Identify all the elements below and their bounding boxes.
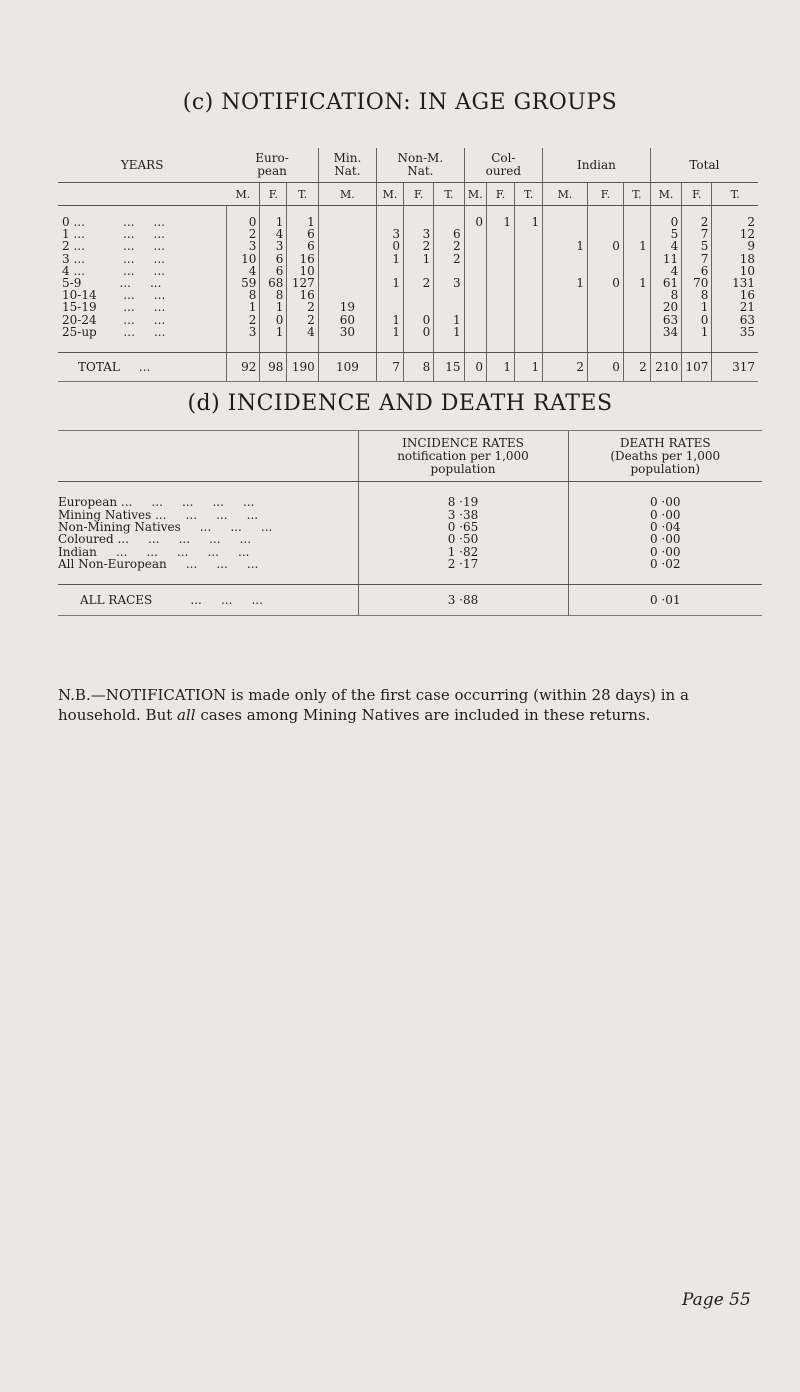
footnote-part2: cases among Mining Natives are included in these returns. bbox=[195, 706, 651, 724]
table-cell bbox=[377, 301, 404, 313]
table-cell bbox=[487, 253, 515, 265]
all-races-label: ALL RACES ... ... ... bbox=[58, 585, 358, 616]
table-cell: 11 bbox=[650, 253, 681, 265]
row-year-label: 2 ... ... ... bbox=[62, 239, 165, 254]
table-cell bbox=[587, 289, 623, 301]
table-cell bbox=[623, 253, 650, 265]
table-cell: 1 bbox=[515, 206, 543, 229]
table-cell bbox=[464, 326, 486, 353]
subheader-t-10: T. bbox=[515, 183, 543, 206]
subheader-m-11: M. bbox=[543, 183, 588, 206]
table-cell bbox=[404, 301, 434, 313]
table-cell: 4 bbox=[260, 228, 287, 240]
table-cell bbox=[623, 289, 650, 301]
subheader-f-12: F. bbox=[587, 183, 623, 206]
table-cell: 1 bbox=[682, 326, 712, 353]
subheader-m-5: M. bbox=[377, 183, 404, 206]
table-cell: 60 bbox=[318, 314, 376, 326]
table-cell bbox=[543, 253, 588, 265]
table-cell: 2 bbox=[404, 240, 434, 252]
incidence-death-table bbox=[58, 430, 762, 616]
table-cell: 127 bbox=[287, 277, 318, 289]
row-year-label: 0 ... ... ... bbox=[62, 215, 165, 230]
table-cell bbox=[487, 314, 515, 326]
subheader-f-2: F. bbox=[260, 183, 287, 206]
table-cell: 1 bbox=[260, 326, 287, 353]
total-cell: 109 bbox=[318, 352, 376, 381]
table-cell bbox=[318, 253, 376, 265]
table-cell: 70 bbox=[682, 277, 712, 289]
table-cell: 6 bbox=[260, 253, 287, 265]
total-cell: 0 bbox=[587, 352, 623, 381]
rate-label: European ... ... ... ... ... bbox=[58, 495, 255, 510]
total-cell: 0 bbox=[464, 352, 486, 381]
table-cell: 5 bbox=[682, 240, 712, 252]
total-cell: 8 bbox=[404, 352, 434, 381]
table-cell bbox=[515, 277, 543, 289]
all-races-row bbox=[58, 585, 762, 616]
rate-label: Coloured ... ... ... ... ... bbox=[58, 532, 252, 547]
table-cell: 18 bbox=[712, 253, 758, 265]
table-cell bbox=[623, 314, 650, 326]
table-cell: 10 bbox=[226, 253, 260, 265]
table-cell bbox=[623, 206, 650, 229]
table-cell bbox=[464, 228, 486, 240]
row-year-label: 25-up ... ... bbox=[58, 326, 226, 353]
table-cell: 0 bbox=[587, 277, 623, 289]
table-cell: 0 bbox=[377, 240, 404, 252]
rate-death: 0 ·02 bbox=[568, 558, 762, 585]
row-year-label: 15-19 ... ... bbox=[62, 300, 166, 315]
table-cell: 1 bbox=[377, 326, 404, 353]
table-row bbox=[58, 253, 758, 265]
table-cell: 30 bbox=[318, 326, 376, 353]
table-cell bbox=[515, 326, 543, 353]
table-cell: 0 bbox=[464, 206, 486, 229]
subheader-blank bbox=[58, 183, 226, 206]
subheader-f-9: F. bbox=[487, 183, 515, 206]
heading-notification-age-groups: (c) NOTIFICATION: IN AGE GROUPS bbox=[182, 90, 618, 115]
table-cell bbox=[404, 289, 434, 301]
table-cell bbox=[487, 277, 515, 289]
header-mining-natives: Min. Nat. bbox=[318, 148, 376, 183]
total-cell: 92 bbox=[226, 352, 260, 381]
total-cell: 2 bbox=[623, 352, 650, 381]
header-coloured: Col- oured bbox=[464, 148, 543, 183]
table-cell bbox=[377, 206, 404, 229]
table-cell: 1 bbox=[434, 326, 464, 353]
table-cell bbox=[464, 240, 486, 252]
table-cell: 21 bbox=[712, 301, 758, 313]
header-blank bbox=[58, 431, 358, 482]
table-cell bbox=[434, 289, 464, 301]
table-cell bbox=[515, 240, 543, 252]
total-cell: 1 bbox=[487, 352, 515, 381]
table-cell: 6 bbox=[682, 265, 712, 277]
total-cell: 15 bbox=[434, 352, 464, 381]
table-cell: 2 bbox=[287, 301, 318, 313]
rate-label: Mining Natives ... ... ... ... bbox=[58, 507, 259, 522]
header-non-mining-natives: Non-M. Nat. bbox=[377, 148, 464, 183]
table-cell: 9 bbox=[712, 240, 758, 252]
table-cell: 1 bbox=[434, 314, 464, 326]
rate-death: 0 ·00 bbox=[568, 533, 762, 545]
table-row bbox=[58, 240, 758, 252]
table-cell bbox=[318, 265, 376, 277]
table-cell: 16 bbox=[287, 289, 318, 301]
table-cell bbox=[515, 228, 543, 240]
table-cell: 4 bbox=[650, 240, 681, 252]
rate-incidence: 3 ·38 bbox=[358, 508, 568, 520]
subheader-t-3: T. bbox=[287, 183, 318, 206]
table-cell bbox=[587, 253, 623, 265]
table-row bbox=[58, 533, 762, 545]
subheader-m-14: M. bbox=[650, 183, 681, 206]
rate-death: 0 ·00 bbox=[568, 508, 762, 520]
table-cell: 20 bbox=[650, 301, 681, 313]
table-cell bbox=[587, 206, 623, 229]
table-cell: 8 bbox=[260, 289, 287, 301]
table-row bbox=[58, 482, 762, 509]
table-cell: 7 bbox=[682, 228, 712, 240]
total-cell: 317 bbox=[712, 352, 758, 381]
rate-death: 0 ·00 bbox=[568, 546, 762, 558]
table-cell: 0 bbox=[260, 314, 287, 326]
rate-label: Non-Mining Natives ... ... ... bbox=[58, 519, 273, 534]
table-cell: 0 bbox=[650, 206, 681, 229]
table-cell: 0 bbox=[404, 326, 434, 353]
table-cell: 3 bbox=[404, 228, 434, 240]
table-row bbox=[58, 314, 758, 326]
table-cell bbox=[434, 206, 464, 229]
table-cell bbox=[543, 289, 588, 301]
table-cell: 8 bbox=[650, 289, 681, 301]
table-cell: 35 bbox=[712, 326, 758, 353]
table-cell: 2 bbox=[404, 277, 434, 289]
row-year-label: 20-24 ... ... bbox=[62, 312, 166, 327]
table-cell bbox=[623, 326, 650, 353]
table-cell bbox=[515, 253, 543, 265]
rate-death: 0 ·00 bbox=[568, 482, 762, 509]
rate-death: 0 ·04 bbox=[568, 521, 762, 533]
table-cell bbox=[464, 277, 486, 289]
table-cell: 63 bbox=[712, 314, 758, 326]
table-cell: 68 bbox=[260, 277, 287, 289]
table-cell: 1 bbox=[260, 301, 287, 313]
table-cell: 3 bbox=[226, 326, 260, 353]
table-cell bbox=[543, 301, 588, 313]
table-cell: 6 bbox=[287, 240, 318, 252]
all-races-incidence: 3 ·88 bbox=[358, 585, 568, 616]
row-year-label: 3 ... ... ... bbox=[62, 251, 165, 266]
rate-label: Indian ... ... ... ... ... bbox=[58, 544, 250, 559]
table-cell bbox=[487, 289, 515, 301]
table-row bbox=[58, 521, 762, 533]
table-cell bbox=[318, 240, 376, 252]
table-cell bbox=[487, 265, 515, 277]
rate-incidence: 8 ·19 bbox=[358, 482, 568, 509]
total-cell: 7 bbox=[377, 352, 404, 381]
table-row bbox=[58, 558, 762, 585]
table-cell: 6 bbox=[434, 228, 464, 240]
table-cell: 0 bbox=[587, 240, 623, 252]
table-cell: 12 bbox=[712, 228, 758, 240]
table-cell: 1 bbox=[287, 206, 318, 229]
table-cell bbox=[587, 326, 623, 353]
table-cell bbox=[487, 240, 515, 252]
total-label: TOTAL ... bbox=[58, 352, 226, 381]
table-cell: 0 bbox=[226, 206, 260, 229]
table-cell: 8 bbox=[226, 289, 260, 301]
table-cell bbox=[623, 301, 650, 313]
subheader-m-4: M. bbox=[318, 183, 376, 206]
table-cell: 7 bbox=[682, 253, 712, 265]
table-cell: 1 bbox=[377, 277, 404, 289]
table-cell: 1 bbox=[260, 206, 287, 229]
table-cell: 2 bbox=[682, 206, 712, 229]
table-row bbox=[58, 206, 758, 229]
heading-incidence-death-rates: (d) INCIDENCE AND DEATH RATES bbox=[187, 391, 613, 416]
total-cell: 107 bbox=[682, 352, 712, 381]
subheader-t-13: T. bbox=[623, 183, 650, 206]
table-cell: 1 bbox=[226, 301, 260, 313]
header-total: Total bbox=[650, 148, 758, 183]
table-cell: 1 bbox=[623, 240, 650, 252]
table-cell bbox=[487, 301, 515, 313]
total-cell: 98 bbox=[260, 352, 287, 381]
table-cell: 0 bbox=[682, 314, 712, 326]
rate-label: All Non-European ... ... ... bbox=[58, 558, 358, 585]
table-cell bbox=[543, 314, 588, 326]
subheader-f-6: F. bbox=[404, 183, 434, 206]
table-cell: 1 bbox=[377, 253, 404, 265]
table-cell bbox=[464, 301, 486, 313]
table-cell bbox=[464, 253, 486, 265]
table-cell bbox=[587, 301, 623, 313]
table-cell bbox=[404, 206, 434, 229]
table-cell: 3 bbox=[434, 277, 464, 289]
table-cell: 63 bbox=[650, 314, 681, 326]
table-cell bbox=[487, 228, 515, 240]
table-cell bbox=[377, 289, 404, 301]
subheader-m-8: M. bbox=[464, 183, 486, 206]
table-cell: 131 bbox=[712, 277, 758, 289]
table-row bbox=[58, 508, 762, 520]
table-row bbox=[58, 326, 758, 353]
rate-incidence: 2 ·17 bbox=[358, 558, 568, 585]
table-cell bbox=[464, 289, 486, 301]
header-death-rates: DEATH RATES (Deaths per 1,000 population) bbox=[568, 431, 762, 482]
table-cell bbox=[543, 206, 588, 229]
table-cell: 3 bbox=[260, 240, 287, 252]
row-year-label: 10-14 ... ... bbox=[62, 288, 166, 303]
table-cell: 34 bbox=[650, 326, 681, 353]
all-races-death: 0 ·01 bbox=[568, 585, 762, 616]
table-cell: 1 bbox=[543, 240, 588, 252]
table-cell: 19 bbox=[318, 301, 376, 313]
table-cell: 3 bbox=[377, 228, 404, 240]
table-cell: 4 bbox=[650, 265, 681, 277]
row-year-label: 5-9 ... ... bbox=[62, 276, 162, 291]
table-cell: 2 bbox=[287, 314, 318, 326]
table-cell: 2 bbox=[434, 240, 464, 252]
subheader-m-1: M. bbox=[226, 183, 260, 206]
table-cell bbox=[515, 314, 543, 326]
row-year-label: 1 ... ... ... bbox=[62, 227, 165, 242]
table-cell bbox=[515, 265, 543, 277]
table-row bbox=[58, 265, 758, 277]
table-cell: 16 bbox=[287, 253, 318, 265]
table-cell bbox=[515, 289, 543, 301]
table-cell bbox=[318, 228, 376, 240]
header-indian: Indian bbox=[543, 148, 651, 183]
table-cell: 1 bbox=[487, 206, 515, 229]
table-cell: 1 bbox=[682, 301, 712, 313]
total-cell: 2 bbox=[543, 352, 588, 381]
total-row bbox=[58, 352, 758, 381]
subheader-f-15: F. bbox=[682, 183, 712, 206]
table-cell: 1 bbox=[543, 277, 588, 289]
total-cell: 1 bbox=[515, 352, 543, 381]
header-european: Euro- pean bbox=[226, 148, 318, 183]
footnote-part1: N.B.—NOTIFICATION is made only of the first case occurring (within 28 days) in a household. But bbox=[58, 686, 689, 724]
header-incidence-rates: INCIDENCE RATES notification per 1,000 population bbox=[358, 431, 568, 482]
table-cell: 0 bbox=[404, 314, 434, 326]
table-cell bbox=[318, 277, 376, 289]
table-cell bbox=[587, 314, 623, 326]
table-row bbox=[58, 546, 762, 558]
table-cell: 3 bbox=[226, 240, 260, 252]
total-cell: 190 bbox=[287, 352, 318, 381]
table-cell: 2 bbox=[226, 314, 260, 326]
subheader-t-7: T. bbox=[434, 183, 464, 206]
table-cell: 10 bbox=[287, 265, 318, 277]
rate-incidence: 0 ·65 bbox=[358, 521, 568, 533]
page-number: Page 55 bbox=[682, 1290, 751, 1310]
notification-age-table bbox=[58, 148, 758, 382]
table-cell bbox=[515, 301, 543, 313]
table-cell bbox=[543, 326, 588, 353]
table-cell: 4 bbox=[226, 265, 260, 277]
table-cell: 1 bbox=[623, 277, 650, 289]
table-cell: 61 bbox=[650, 277, 681, 289]
header-years: YEARS bbox=[58, 148, 226, 183]
table-cell bbox=[464, 314, 486, 326]
table-cell: 10 bbox=[712, 265, 758, 277]
rate-incidence: 1 ·82 bbox=[358, 546, 568, 558]
footnote bbox=[58, 685, 748, 725]
subheader-t-16: T. bbox=[712, 183, 758, 206]
table-cell bbox=[464, 265, 486, 277]
table-cell: 16 bbox=[712, 289, 758, 301]
table-cell: 8 bbox=[682, 289, 712, 301]
table-cell: 2 bbox=[712, 206, 758, 229]
footnote-emphasis: all bbox=[177, 706, 196, 724]
table-cell: 5 bbox=[650, 228, 681, 240]
table-cell: 2 bbox=[226, 228, 260, 240]
table-cell: 4 bbox=[287, 326, 318, 353]
table-cell bbox=[318, 206, 376, 229]
table-cell: 6 bbox=[287, 228, 318, 240]
row-year-label: 4 ... ... ... bbox=[62, 263, 165, 278]
table-cell bbox=[434, 301, 464, 313]
total-cell: 210 bbox=[650, 352, 681, 381]
table-cell: 2 bbox=[434, 253, 464, 265]
table-cell: 59 bbox=[226, 277, 260, 289]
table-cell: 1 bbox=[377, 314, 404, 326]
table-cell: 6 bbox=[260, 265, 287, 277]
rate-incidence: 0 ·50 bbox=[358, 533, 568, 545]
table-cell bbox=[487, 326, 515, 353]
table-row bbox=[58, 301, 758, 313]
table-cell: 1 bbox=[404, 253, 434, 265]
